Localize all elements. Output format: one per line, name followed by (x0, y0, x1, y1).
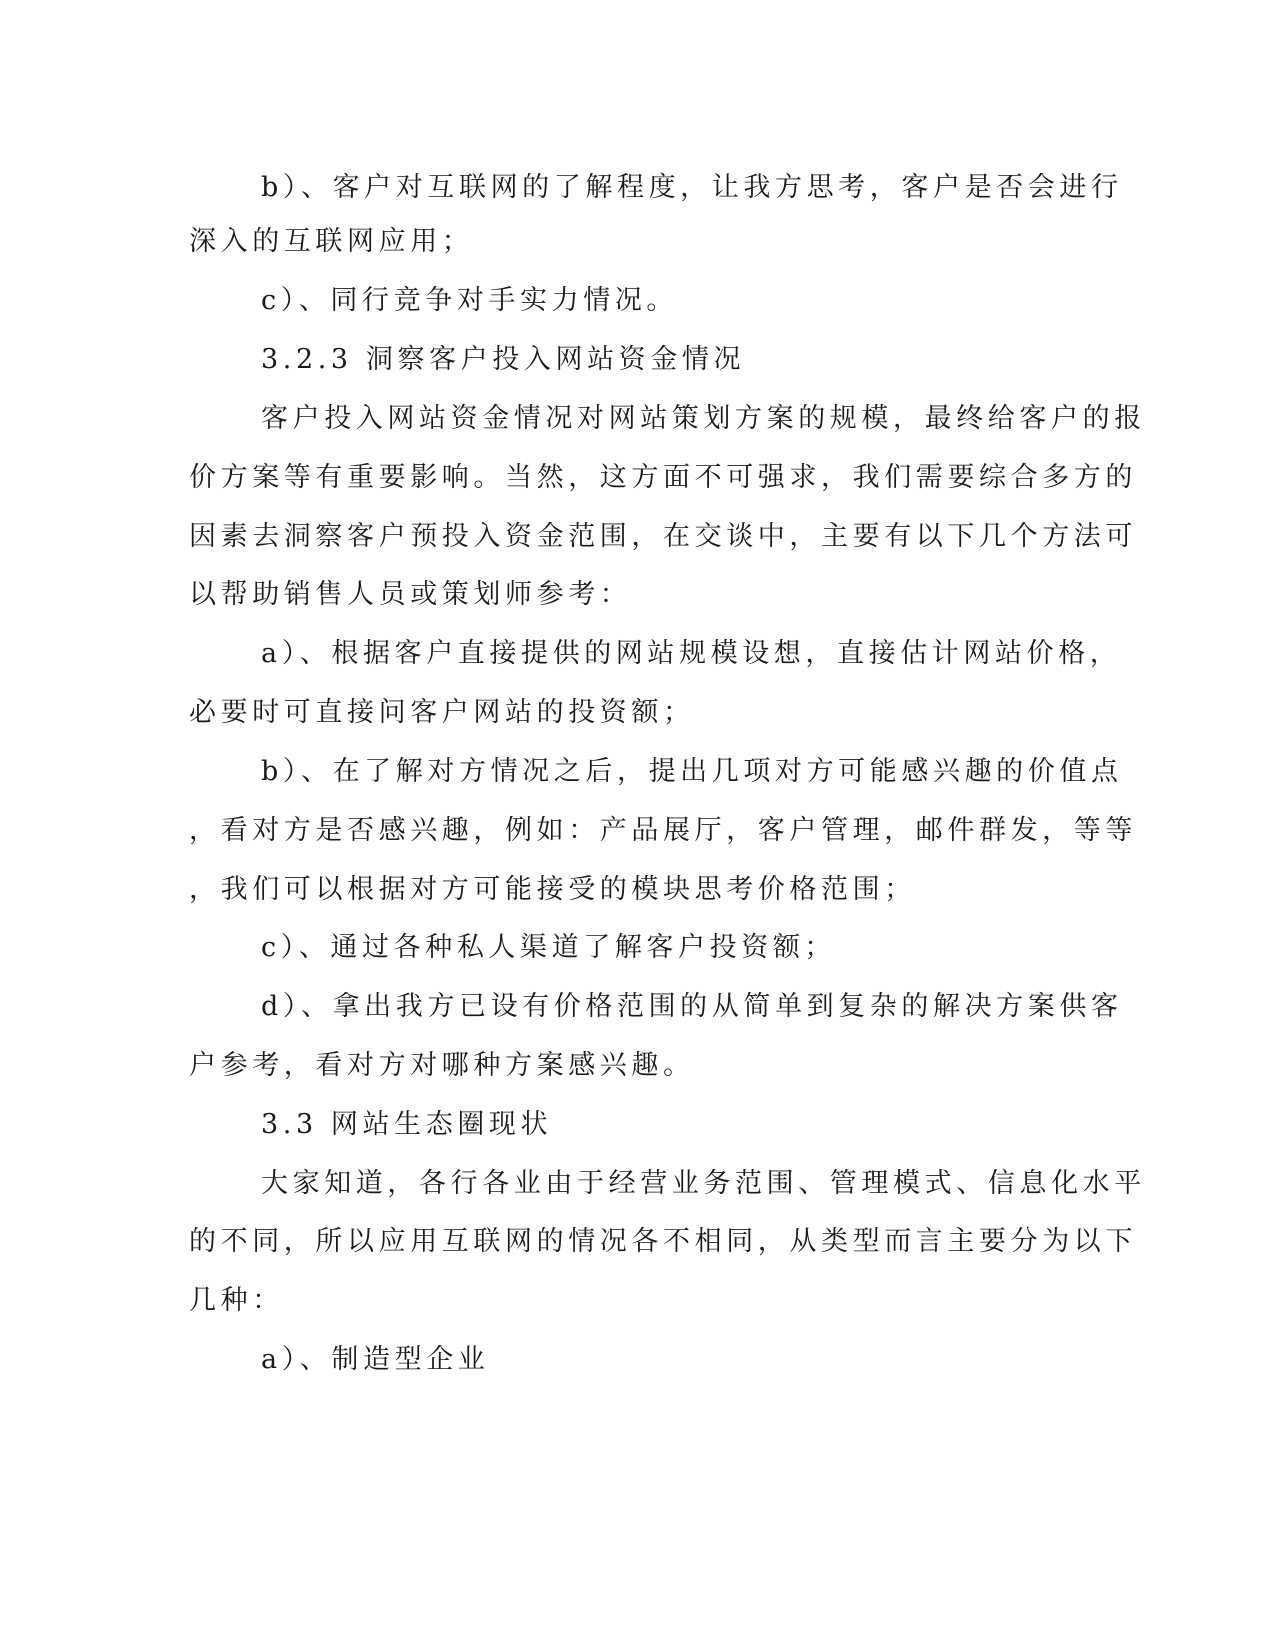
text-line: c）、同行竞争对手实力情况。 (261, 285, 679, 316)
text-line: b）、在了解对方情况之后，提出几项对方可能感兴趣的价值点 (261, 756, 1123, 787)
text-line: c）、通过各种私人渠道了解客户投资额； (261, 932, 837, 963)
text-line: 必要时可直接问客户网站的投资额； (189, 697, 695, 728)
text-line: 的不同，所以应用互联网的情况各不相同，从类型而言主要分为以下 (189, 1226, 1137, 1257)
text-line: 以帮助销售人员或策划师参考： (189, 579, 632, 610)
text-line: b）、客户对互联网的了解程度，让我方思考，客户是否会进行 (261, 172, 1123, 203)
text-line: 因素去洞察客户预投入资金范围，在交谈中，主要有以下几个方法可 (189, 521, 1137, 552)
text-line: a）、根据客户直接提供的网站规模设想，直接估计网站价格， (261, 638, 1122, 669)
text-line: 户参考，看对方对哪种方案感兴趣。 (189, 1050, 695, 1081)
section-heading: 3.2.3 洞察客户投入网站资金情况 (261, 344, 746, 375)
text-line: 深入的互联网应用； (189, 226, 474, 257)
text-line: 大家知道，各行各业由于经营业务范围、管理模式、信息化水平 (261, 1168, 1146, 1199)
text-line: ，我们可以根据对方可能接受的模块思考价格范围； (189, 874, 916, 905)
text-line: a）、制造型企业 (261, 1344, 490, 1375)
text-line: ，看对方是否感兴趣，例如：产品展厅，客户管理，邮件群发，等等 (189, 815, 1137, 846)
text-line: d）、拿出我方已设有价格范围的从简单到复杂的解决方案供客 (261, 991, 1123, 1022)
text-line: 价方案等有重要影响。当然，这方面不可强求，我们需要综合多方的 (189, 462, 1137, 493)
text-line: 几种： (189, 1285, 284, 1316)
section-heading: 3.3 网站生态圈现状 (261, 1109, 553, 1140)
text-line: 客户投入网站资金情况对网站策划方案的规模，最终给客户的报 (261, 403, 1146, 434)
